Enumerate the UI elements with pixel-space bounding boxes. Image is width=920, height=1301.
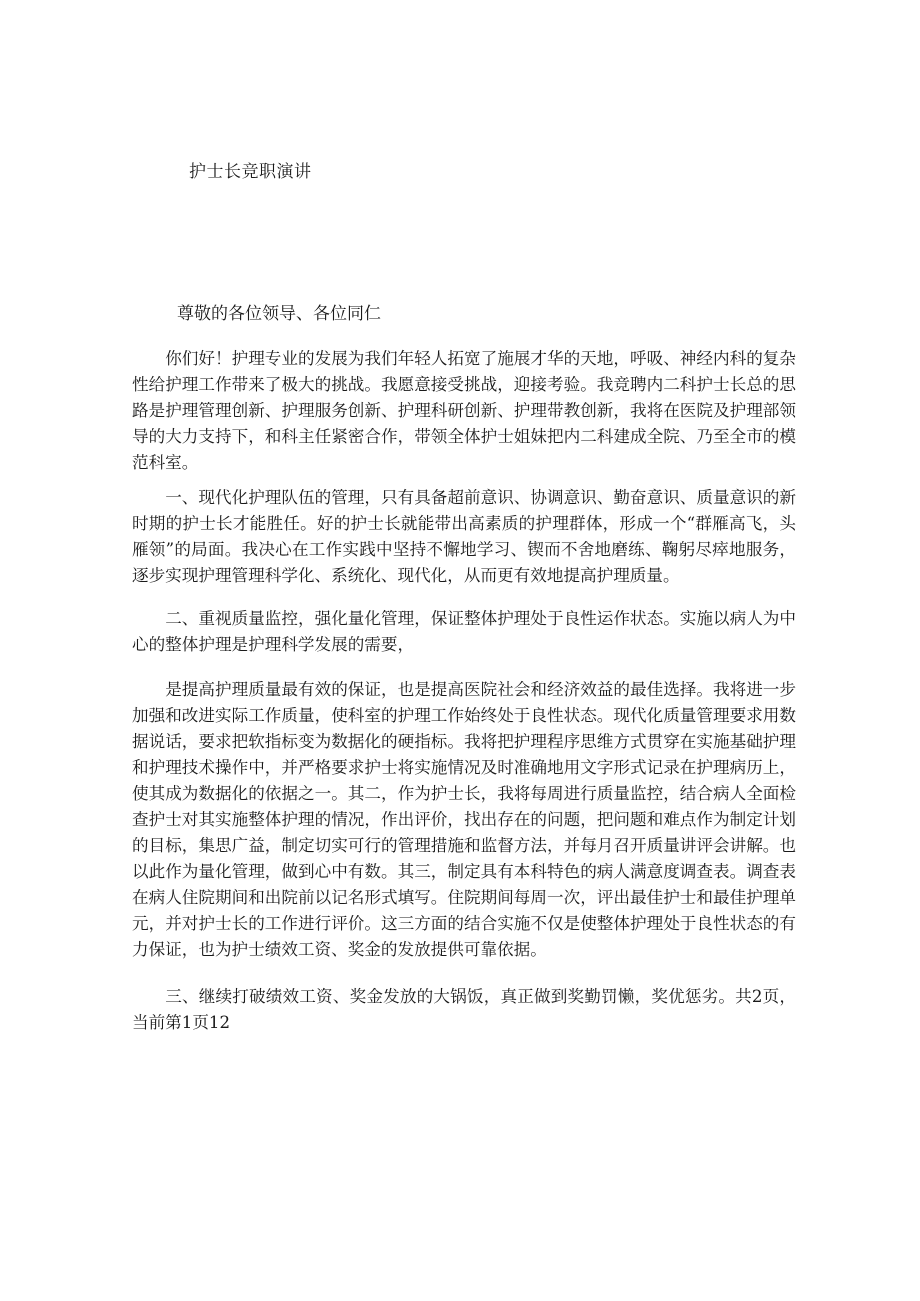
salutation: 尊敬的各位领导、各位同仁 (177, 304, 381, 324)
paragraph-section-three: 三、继续打破绩效工资、奖金发放的大锅饭，真正做到奖勤罚懒，奖优惩劣。共2页，当前第1页12 (132, 987, 796, 1032)
paragraph-section-one: 一、现代化护理队伍的管理，只有具备超前意识、协调意识、勤奋意识、质量意识的新时期的护士长才能胜任。好的护士长就能带出高素质的护理群体，形成一个“群雁高飞，头雁领”的局面。我决心在工作实践中坚持不懈地学习、锲而不舍地磨练、鞠躬尽瘁地服务，逐步实现护理管理科学化、系统化、现代化，从而更有效地提高护理质量。 (132, 488, 796, 585)
document-title: 护士长竞职演讲 (189, 162, 312, 182)
paragraph-section-two: 二、重视质量监控，强化量化管理，保证整体护理处于良性运作状态。实施以病人为中心的整体护理是护理科学发展的需要， (132, 609, 796, 654)
paragraph-greeting: 你们好！护理专业的发展为我们年轻人拓宽了施展才华的天地，呼吸、神经内科的复杂性给护理工作带来了极大的挑战。我愿意接受挑战，迎接考验。我竞聘内二科护士长总的思路是护理管理创新、护理服务创新、护理科研创新、护理带教创新，我将在医院及护理部领导的大力支持下，和科主任紧密合作，带领全体护士姐妹把内二科建成全院、乃至全市的模范科室。 (132, 349, 796, 472)
paragraph-section-two-continued: 是提高护理质量最有效的保证，也是提高医院社会和经济效益的最佳选择。我将进一步加强和改进实际工作质量，使科室的护理工作始终处于良性状态。现代化质量管理要求用数据说话，要求把软指标变为数据化的硬指标。我将把护理程序思维方式贯穿在实施基础护理和护理技术操作中，并严格要求护士将实施情况及时准确地用文字形式记录在护理病历上，使其成为数据化的依据之一。其二，作为护士长，我将每周进行质量监控，结合病人全面检查护士对其实施整体护理的情况，作出评价，找出存在的问题，把问题和难点作为制定计划的目标，集思广益，制定切实可行的管理措施和监督方法，并每月召开质量讲评会讲解。也以此作为量化管理，做到心中有数。其三，制定具有本科特色的病人满意度调查表。调查表在病人住院期间和出院前以记名形式填写。住院期间每周一次，评出最佳护士和最佳护理单元，并对护士长的工作进行评价。这三方面的结合实施不仅是使整体护理处于良性状态的有力保证，也为护士绩效工资、奖金的发放提供可靠依据。 (132, 680, 796, 959)
